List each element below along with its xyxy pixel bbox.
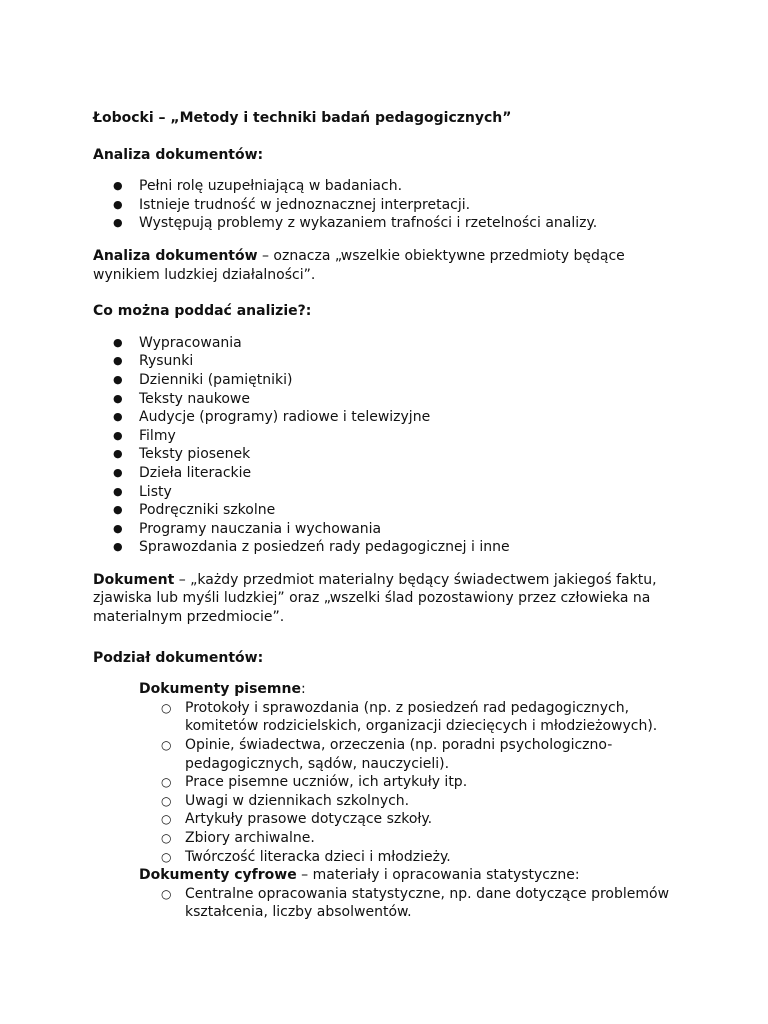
definition-term: Analiza dokumentów xyxy=(93,247,258,264)
list-item: ○ Artykuły prasowe dotyczące szkoły. xyxy=(139,810,693,829)
definition-text: – oznacza „wszelkie obiektywne przedmioty będące wynikiem ludzkiej działalności”. xyxy=(93,247,625,283)
subsection-title-pisemne xyxy=(139,680,693,699)
definition-term: Dokument xyxy=(93,571,175,588)
definition-dokument xyxy=(93,571,693,627)
definition-analiza xyxy=(93,247,693,284)
list-item: ● Występują problemy z wykazaniem trafności i rzetelności analizy. xyxy=(93,214,693,233)
list-item: ● Sprawozdania z posiedzeń rady pedagogicznej i inne xyxy=(93,538,693,557)
section-heading-podzial: Podział dokumentów: xyxy=(93,649,264,666)
list-item: ● Dzieła literackie xyxy=(93,464,693,483)
section-heading-co-mozna: Co można poddać analizie?: xyxy=(93,303,312,320)
list-item: ● Teksty naukowe xyxy=(93,390,693,409)
document-page xyxy=(93,109,693,922)
list-item: ○ Uwagi w dziennikach szkolnych. xyxy=(139,792,693,811)
list-item: ○ Centralne opracowania statystyczne, np. dane dotyczące problemów kształcenia, liczby absolwentów. xyxy=(139,885,693,922)
analiza-bullet-list xyxy=(93,177,693,233)
list-item: ● Pełni rolę uzupełniającą w badaniach. xyxy=(93,177,693,196)
subsection-term: Dokumenty pisemne xyxy=(139,681,301,698)
list-item: ○ Opinie, świadectwa, orzeczenia (np. poradni psychologiczno-pedagogicznych, sądów, nauczycieli). xyxy=(139,736,693,773)
list-item: ● Podręczniki szkolne xyxy=(93,501,693,520)
written-documents-block xyxy=(139,680,693,922)
document-title: Łobocki – „Metody i techniki badań pedagogicznych” xyxy=(93,110,512,126)
subsection-suffix: : xyxy=(300,681,306,698)
analysis-items-list xyxy=(93,334,693,557)
list-item: ○ Prace pisemne uczniów, ich artykuły itp. xyxy=(139,773,693,792)
list-item: ● Istnieje trudność w jednoznacznej interpretacji. xyxy=(93,196,693,215)
list-item: ○ Zbiory archiwalne. xyxy=(139,829,693,848)
list-item: ● Dzienniki (pamiętniki) xyxy=(93,371,693,390)
list-item: ○ Protokoły i sprawozdania (np. z posiedzeń rad pedagogicznych, komitetów rodzicielskich, organizacji dziecięcych i młodzieżowych). xyxy=(139,699,693,736)
list-item: ● Wypracowania xyxy=(93,334,693,353)
numeric-documents-list xyxy=(139,885,693,922)
subsection-term: Dokumenty cyfrowe xyxy=(139,867,297,884)
list-item: ● Filmy xyxy=(93,427,693,446)
section-heading-analiza: Analiza dokumentów: xyxy=(93,146,264,163)
list-item: ● Rysunki xyxy=(93,352,693,371)
written-documents-list xyxy=(139,699,693,866)
list-item: ● Programy nauczania i wychowania xyxy=(93,520,693,539)
list-item: ● Audycje (programy) radiowe i telewizyjne xyxy=(93,408,693,427)
definition-text: – „każdy przedmiot materialny będący świadectwem jakiegoś faktu, zjawiska lub myśli ludzkiej” oraz „wszelki ślad pozostawiony przez człowieka na materialnym przedmiocie”. xyxy=(93,571,657,626)
list-item: ● Listy xyxy=(93,483,693,502)
list-item: ● Teksty piosenek xyxy=(93,445,693,464)
subsection-title-cyfrowe xyxy=(139,866,693,885)
subsection-suffix: – materiały i opracowania statystyczne: xyxy=(296,867,580,884)
list-item: ○ Twórczość literacka dzieci i młodzieży. xyxy=(139,848,693,867)
